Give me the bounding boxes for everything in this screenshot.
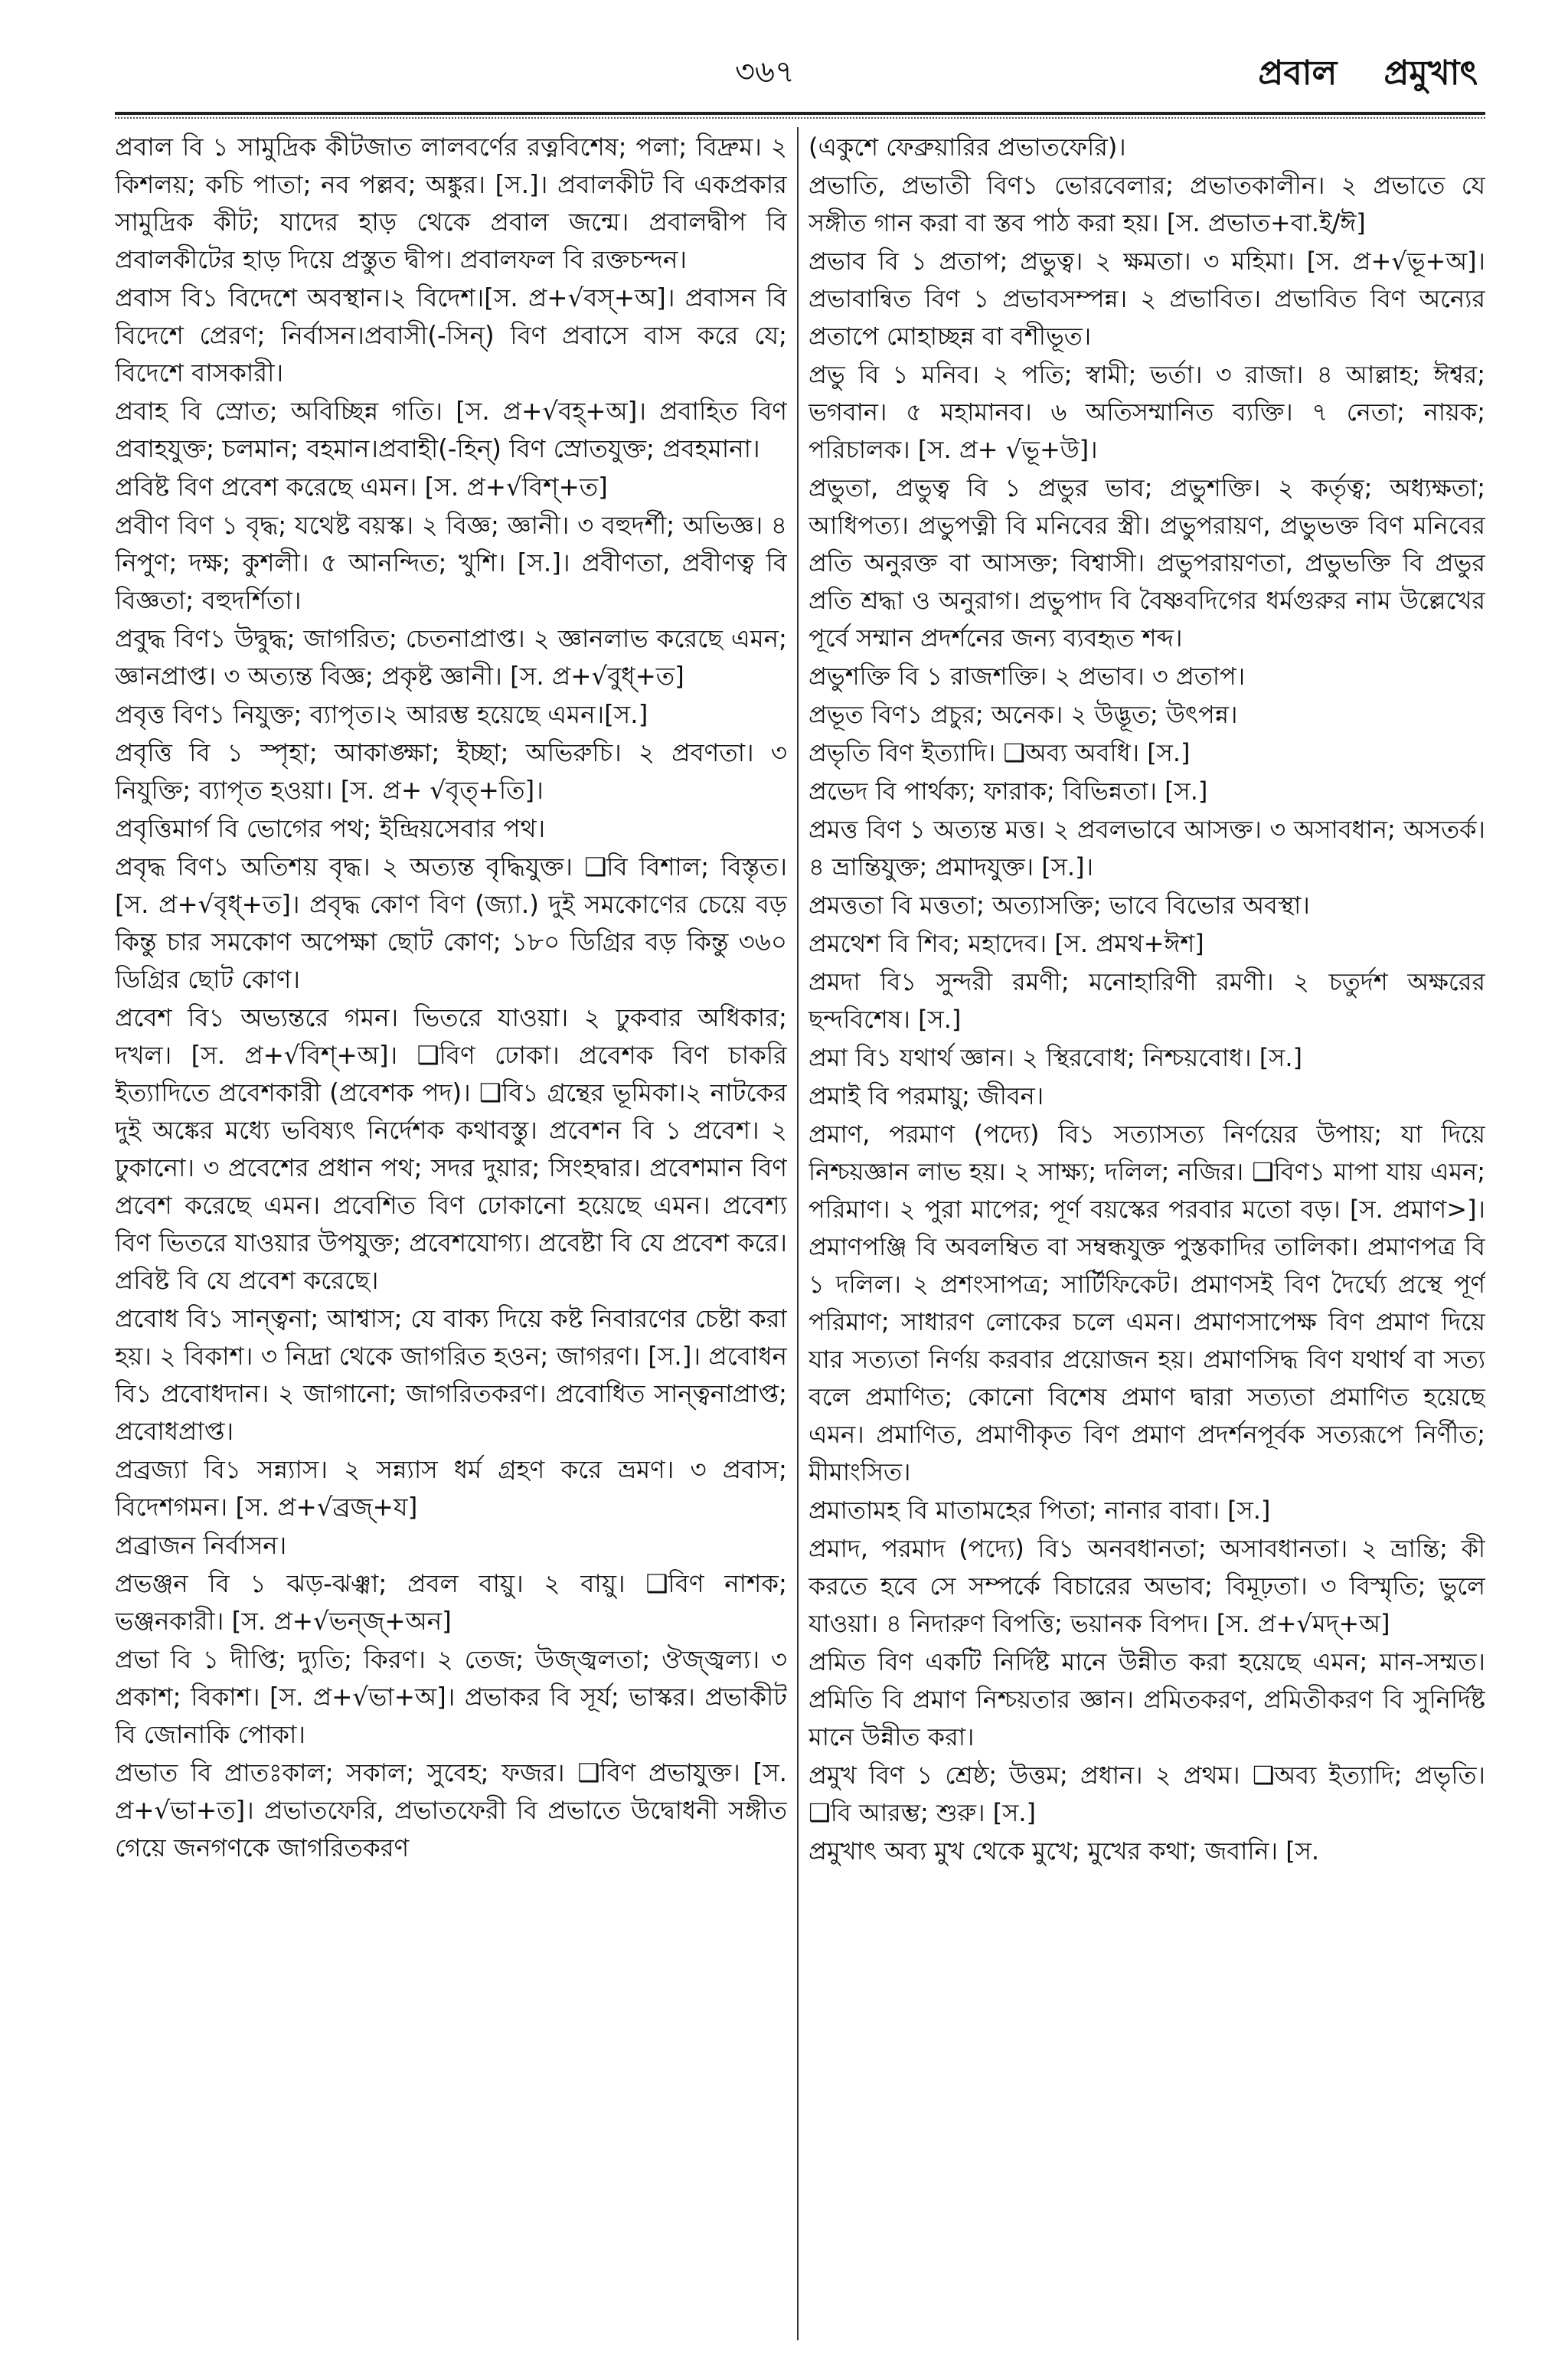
- entry-probhat: প্রভাত বি প্রাতঃকাল; সকাল; সুবেহ; ফজর। ❑বিণ প্রভাযুক্ত। [স. প্র+√ভা+ত]। প্রভাতফেরি, প্রভাতফেরী বি প্রভাতে উদ্বোধনী সঙ্গীত গেয়ে জনগণকে জাগরিতকরণ: [115, 1758, 787, 1862]
- entry-probin: প্রবীণ বিণ ১ বৃদ্ধ; যথেষ্ট বয়স্ক। ২ বিজ্ঞ; জ্ঞানী। ৩ বহুদর্শী; অভিজ্ঞ। ৪ নিপুণ; দক্ষ; কুশলী। ৫ আনন্দিত; খুশি। [স.]। প্রবীণতা, প্রবীণত্ব বি বিজ্ঞতা; বহুদর্শিতা।: [115, 511, 787, 615]
- entry-probal: প্রবাল বি ১ সামুদ্রিক কীটজাত লালবর্ণের রত্নবিশেষ; পলা; বিদ্রুম। ২ কিশলয়; কচি পাতা; নব পল্লব; অঙ্কুর। [স.]। প্রবালকীট বি একপ্রকার সামুদ্রিক কীট; যাদের হাড় থেকে প্রবাল জন্মে। প্রবালদ্বীপ বি প্রবালকীটের হাড় দিয়ে প্রস্তুত দ্বীপ। প্রবালফল বি রক্তচন্দন।: [115, 132, 787, 274]
- entry-probrajon: প্রব্রাজন নির্বাসন।: [115, 1531, 287, 1560]
- entry-probrittimarg: প্রবৃত্তিমার্গ বি ভোগের পথ; ইন্দ্রিয়সেবার পথ।: [115, 814, 546, 843]
- entry-probrojya: প্রব্রজ্যা বি১ সন্ন্যাস। ২ সন্ন্যাস ধর্ম গ্রহণ করে ভ্রমণ। ৩ প্রবাস; বিদেশগমন। [স. প্র+√ব্রজ্+য]: [115, 1455, 787, 1522]
- entry-promito: প্রমিত বিণ একটি নির্দিষ্ট মানে উন্নীত করা হয়েছে এমন; মান-সম্মত। প্রমিতি বি প্রমাণ নিশ্চয়তার জ্ঞান। প্রমিতকরণ, প্রমিতীকরণ বি সুনির্দিষ্ট মানে উন্নীত করা।: [808, 1647, 1485, 1751]
- entry-probesh: প্রবেশ বি১ অভ্যন্তরে গমন। ভিতরে যাওয়া। ২ ঢুকবার অধিকার; দখল। [স. প্র+√বিশ্+অ]। ❑বিণ ঢোকা। প্রবেশক বিণ চাকরি ইত্যাদিতে প্রবেশকারী (প্রবেশক পদ)। ❑বি১ গ্রন্থের ভূমিকা।২ নাটকের দুই অঙ্কের মধ্যে ভবিষ্যৎ নির্দেশক কথাবস্তু। প্রবেশন বি ১ প্রবেশ। ২ ঢুকানো। ৩ প্রবেশের প্রধান পথ; সদর দুয়ার; সিংহদ্বার। প্রবেশমান বিণ প্রবেশ করেছে এমন। প্রবেশিত বিণ ঢোকানো হয়েছে এমন। প্রবেশ্য বিণ ভিতরে যাওয়ার উপযুক্ত; প্রবেশযোগ্য। প্রবেষ্টা বি যে প্রবেশ করে। প্রবিষ্ট বি যে প্রবেশ করেছে।: [115, 1003, 787, 1295]
- left-column: [115, 129, 787, 2334]
- entry-promukhat: প্রমুখাৎ অব্য মুখ থেকে মুখে; মুখের কথা; জবানি। [স.: [808, 1836, 1320, 1866]
- right-column: [808, 129, 1485, 2334]
- entry-promottota: প্রমত্ততা বি মত্ততা; অত্যাসক্তি; ভাবে বিভোর অবস্থা।: [808, 891, 1310, 920]
- entry-promad: প্রমাদ, পরমাদ (পদ্যে) বি১ অনবধানতা; অসাবধানতা। ২ ভ্রান্তি; কী করতে হবে সে সম্পর্কে বিচারের অভাব; বিমূঢ়তা। ৩ বিস্মৃতি; ভুলে যাওয়া। ৪ নিদারুণ বিপত্তি; ভয়ানক বিপদ। [স. প্র+√মদ্+অ]: [808, 1534, 1485, 1638]
- entry-probhushakti: প্রভুশক্তি বি ১ রাজশক্তি। ২ প্রভাব। ৩ প্রতাপ।: [808, 662, 1246, 691]
- entry-continuation: (একুশে ফেব্রুয়ারির প্রভাতফেরি)।: [808, 132, 1126, 162]
- entry-probhuta: প্রভুতা, প্রভুত্ব বি ১ প্রভুর ভাব; প্রভুশক্তি। ২ কর্তৃত্ব; অধ্যক্ষতা; আধিপত্য। প্রভুপত্নী বি মনিবের স্ত্রী। প্রভুপরায়ণ, প্রভুভক্ত বিণ মনিবের প্রতি অনুরক্ত বা আসক্ত; বিশ্বাসী। প্রভুপরায়ণতা, প্রভুভক্তি বি প্রভুর প্রতি শ্রদ্ধা ও অনুরাগ। প্রভুপাদ বি বৈষ্ণবদিগের ধর্মগুরুর নাম উল্লেখের পূর্বে সম্মান প্রদর্শনের জন্য ব্যবহৃত শব্দ।: [808, 473, 1485, 652]
- entry-probah: প্রবাহ বি স্রোত; অবিচ্ছিন্ন গতি। [স. প্র+√বহ্+অ]। প্রবাহিত বিণ প্রবাহযুক্ত; চলমান; বহমান।প্রবাহী(-হিন্) বিণ স্রোতযুক্ত; প্রবহমানা।: [115, 397, 787, 463]
- entry-probodh: প্রবোধ বি১ সান্ত্বনা; আশ্বাস; যে বাক্য দিয়ে কষ্ট নিবারণের চেষ্টা করা হয়। ২ বিকাশ। ৩ নিদ্রা থেকে জাগরিত হওন; জাগরণ। [স.]। প্রবোধন বি১ প্রবোধদান। ২ জাগানো; জাগরিতকরণ। প্রবোধিত সান্ত্বনাপ্রাপ্ত; প্রবোধপ্রাপ্ত।: [115, 1304, 787, 1446]
- entry-promothesh: প্রমথেশ বি শিব; মহাদেব। [স. প্রমথ+ঈশ]: [808, 929, 1204, 958]
- entry-probhonjon: প্রভঞ্জন বি ১ ঝড়-ঝঞ্ঝা; প্রবল বায়ু। ২ বায়ু। ❑বিণ নাশক; ভঞ্জনকারী। [স. প্র+√ভন্‌জ্+অন]: [115, 1569, 787, 1636]
- entry-probhuto: প্রভূত বিণ১ প্রচুর; অনেক। ২ উদ্ভূত; উৎপন্ন।: [808, 700, 1238, 729]
- entry-probishto: প্রবিষ্ট বিণ প্রবেশ করেছে এমন। [স. প্র+√বিশ্+ত]: [115, 473, 608, 502]
- entry-probhati: প্রভাতি, প্রভাতী বিণ১ ভোরবেলার; প্রভাতকালীন। ২ প্রভাতে যে সঙ্গীত গান করা বা স্তব পাঠ করা হয়। [স. প্রভাত+বা.ই/ঈ]: [808, 171, 1485, 237]
- entry-probas: প্রবাস বি১ বিদেশে অবস্থান।২ বিদেশ।[স. প্র+√বস্+অ]। প্রবাসন বি বিদেশে প্রেরণ; নির্বাসন।প্রবাসী(-সিন্) বিণ প্রবাসে বাস করে যে; বিদেশে বাসকারী।: [115, 283, 787, 387]
- entry-proma: প্রমা বি১ যথার্থ জ্ঞান। ২ স্থিরবোধ; নিশ্চয়বোধ। [স.]: [808, 1043, 1302, 1072]
- entry-probritti: প্রবৃত্তি বি ১ স্পৃহা; আকাঙ্ক্ষা; ইচ্ছা; অভিরুচি। ২ প্রবণতা। ৩ নিযুক্তি; ব্যাপৃত হওয়া। [স. প্র+ √বৃত্+তি]।: [115, 738, 787, 805]
- entry-probhed: প্রভেদ বি পার্থক্য; ফারাক; বিভিন্নতা। [স.]: [808, 777, 1208, 806]
- entry-probritto: প্রবৃত্ত বিণ১ নিযুক্ত; ব্যাপৃত।২ আরম্ভ হয়েছে এমন।[স.]: [115, 700, 648, 729]
- entry-promatamoho: প্রমাতামহ বি মাতামহের পিতা; নানার বাবা। [স.]: [808, 1496, 1271, 1525]
- entry-proman: প্রমাণ, পরমাণ (পদ্যে) বি১ সত্যাসত্য নির্ণয়ের উপায়; যা দিয়ে নিশ্চয়জ্ঞান লাভ হয়। ২ সাক্ষ্য; দলিল; নজির। ❑বিণ১ মাপা যায় এমন; পরিমাণ। ২ পুরা মাপের; পূর্ণ বয়স্কের পরবার মতো বড়। [স. প্রমাণ>]। প্রমাণপঞ্জি বি অবলম্বিত বা সম্বন্ধযুক্ত পুস্তকাদির তালিকা। প্রমাণপত্র বি ১ দলিল। ২ প্রশংসাপত্র; সার্টিফিকেট। প্রমাণসই বিণ দৈর্ঘ্যে প্রস্থে পূর্ণ পরিমাণ; সাধারণ লোকের চলে এমন। প্রমাণসাপেক্ষ বিণ প্রমাণ দিয়ে যার সত্যতা নির্ণয় করবার প্রয়োজন হয়। প্রমাণসিদ্ধ বিণ যথার্থ বা সত্য বলে প্রমাণিত; কোনো বিশেষ প্রমাণ দ্বারা সত্যতা প্রমাণিত হয়েছে এমন। প্রমাণিত, প্রমাণীকৃত বিণ প্রমাণ প্রদর্শনপূর্বক সত্যরূপে নির্ণীত; মীমাংসিত।: [808, 1120, 1485, 1486]
- entry-probhab: প্রভাব বি ১ প্রতাপ; প্রভুত্ব। ২ ক্ষমতা। ৩ মহিমা। [স. প্র+√ভূ+অ]। প্রভাবান্বিত বিণ ১ প্রভাবসম্পন্ন। ২ প্রভাবিত। প্রভাবিত বিণ অন্যের প্রতাপে মোহাচ্ছন্ন বা বশীভূত।: [808, 247, 1485, 351]
- entry-probuddho: প্রবুদ্ধ বিণ১ উদ্বুদ্ধ; জাগরিত; চেতনাপ্রাপ্ত। ২ জ্ঞানলাভ করেছে এমন; জ্ঞানপ্রাপ্ত। ৩ অত্যন্ত বিজ্ঞ; প্রকৃষ্ট জ্ঞানী। [স. প্র+√বুধ্+ত]: [115, 624, 787, 691]
- entry-probriddho: প্রবৃদ্ধ বিণ১ অতিশয় বৃদ্ধ। ২ অত্যন্ত বৃদ্ধিযুক্ত। ❑বি বিশাল; বিস্তৃত। [স. প্র+√বৃধ্+ত]। প্রবৃদ্ধ কোণ বিণ (জ্যা.) দুই সমকোণের চেয়ে বড় কিন্তু চার সমকোণ অপেক্ষা ছোট কোণ; ১৮০ ডিগ্রির বড় কিন্তু ৩৬০ ডিগ্রির ছোট কোণ।: [115, 852, 787, 994]
- entry-probhriti: প্রভৃতি বিণ ইত্যাদি। ❑অব্য অবধি। [স.]: [808, 738, 1191, 767]
- entry-probha: প্রভা বি ১ দীপ্তি; দ্যুতি; কিরণ। ২ তেজ; উজ্জ্বলতা; ঔজ্জ্বল্য। ৩ প্রকাশ; বিকাশ। [স. প্র+√ভা+অ]। প্রভাকর বি সূর্য; ভাস্কর। প্রভাকীট বি জোনাকি পোকা।: [115, 1645, 787, 1749]
- entry-promai: প্রমাই বি পরমায়ু; জীবন।: [808, 1081, 1044, 1110]
- entry-promoda: প্রমদা বি১ সুন্দরী রমণী; মনোহারিণী রমণী। ২ চতুর্দশ অক্ষরের ছন্দবিশেষ। [স.]: [808, 967, 1485, 1034]
- entry-promotto: প্রমত্ত বিণ ১ অত্যন্ত মত্ত। ২ প্রবলভাবে আসক্ত। ৩ অসাবধান; অসতর্ক। ৪ ভ্রান্তিযুক্ত; প্রমাদযুক্ত। [স.]।: [808, 815, 1485, 881]
- entry-probhu: প্রভু বি ১ মনিব। ২ পতি; স্বামী; ভর্তা। ৩ রাজা। ৪ আল্লাহ; ঈশ্বর; ভগবান। ৫ মহামানব। ৬ অতিসম্মানিত ব্যক্তি। ৭ নেতা; নায়ক; পরিচালক। [স. প্র+ √ভূ+উ]।: [808, 360, 1485, 464]
- page-number: ৩৬৭: [735, 54, 795, 90]
- entry-promukh: প্রমুখ বিণ ১ শ্রেষ্ঠ; উত্তম; প্রধান। ২ প্রথম। ❑অব্য ইত্যাদি; প্রভৃতি। ❑বি আরম্ভ; শুরু। [স.]: [808, 1761, 1485, 1827]
- column-divider: [797, 127, 799, 2340]
- header-rule: [115, 112, 1485, 119]
- guide-words: প্রবাল প্রমুখাৎ: [1258, 54, 1478, 93]
